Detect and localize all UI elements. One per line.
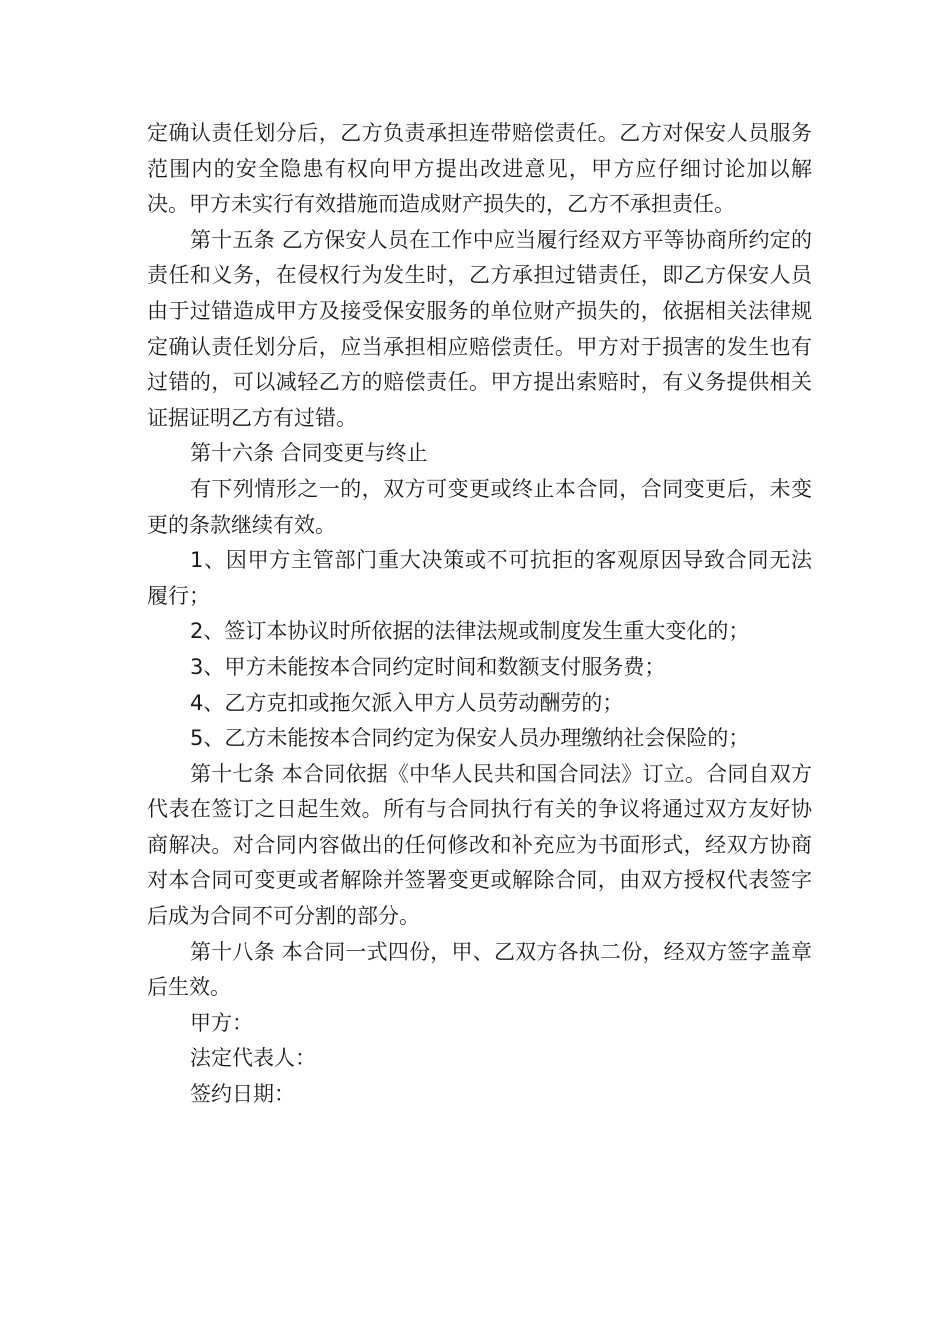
paragraph-article-18: 第十八条 本合同一式四份，甲、乙双方各执二份，经双方签字盖章后生效。 (147, 939, 812, 1000)
signature-party-a: 甲方： (190, 1010, 253, 1035)
signature-date: 签约日期： (190, 1082, 295, 1107)
list-item-1: 1、因甲方主管部门重大决策或不可抗拒的客观原因导致合同无法履行； (147, 548, 812, 608)
paragraph-liability-continued: 定确认责任划分后，乙方负责承担连带赔偿责任。乙方对保安人员服务范围内的安全隐患有权向甲方提出改进意见，甲方应仔细讨论加以解决。甲方未实行有效措施而造成财产损失的，乙方不承担责任。 (147, 121, 812, 217)
paragraph-article-17: 第十七条 本合同依据《中华人民共和国合同法》订立。合同自双方代表在签订之日起生效。所有与合同执行有关的争议将通过双方友好协商解决。对合同内容做出的任何修改和补充应为书面形式，经双方协商对本合同可变更或者解除并签署变更或解除合同，由双方授权代表签字后成为合同不可分割的部分。 (147, 761, 812, 929)
signature-legal-representative: 法定代表人： (190, 1046, 316, 1071)
paragraph-article-15: 第十五条 乙方保安人员在工作中应当履行经双方平等协商所约定的责任和义务，在侵权行为发生时，乙方承担过错责任，即乙方保安人员由于过错造成甲方及接受保安服务的单位财产损失的，依据相关法律规定确认责任划分后，应当承担相应赔偿责任。甲方对于损害的发生也有过错的，可以减轻乙方的赔偿责任。甲方提出索赔时，有义务提供相关证据证明乙方有过错。 (147, 227, 812, 430)
paragraph-article-16-heading: 第十六条 合同变更与终止 (190, 441, 428, 466)
list-item-3: 3、甲方未能按本合同约定时间和数额支付服务费； (190, 654, 666, 679)
paragraph-article-16-intro: 有下列情形之一的，双方可变更或终止本合同，合同变更后，未变更的条款继续有效。 (147, 476, 812, 537)
list-item-5: 5、乙方未能按本合同约定为保安人员办理缴纳社会保险的； (190, 726, 750, 751)
document-body (147, 116, 812, 1113)
list-item-4: 4、乙方克扣或拖欠派入甲方人员劳动酬劳的； (190, 690, 624, 715)
list-item-2: 2、签订本协议时所依据的法律法规或制度发生重大变化的； (190, 619, 750, 644)
